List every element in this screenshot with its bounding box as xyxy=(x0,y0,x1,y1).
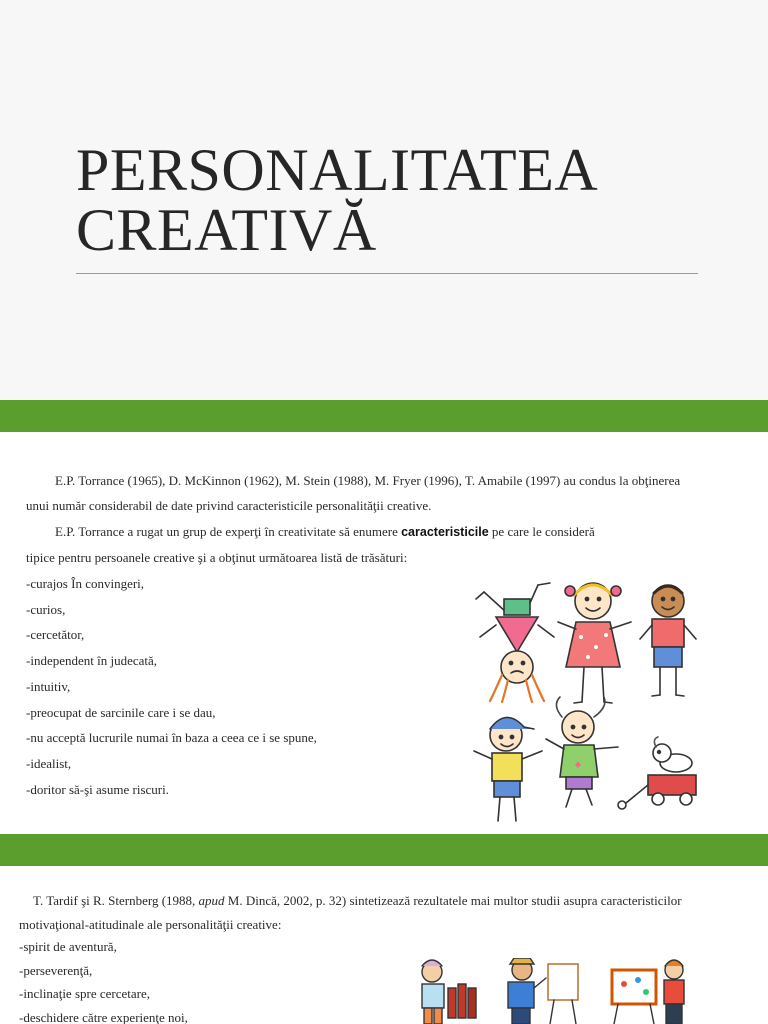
list-item: -independent în judecată, xyxy=(26,653,158,669)
paragraph-text: T. Tardif şi R. Sternberg (1988, xyxy=(33,893,199,908)
paragraph-1-line-2: unui număr considerabil de date privind caracteristicile personalităţii creative. xyxy=(26,498,432,513)
title-line-2: CREATIVĂ xyxy=(76,197,377,263)
child-cap-boy-figure xyxy=(474,717,542,821)
slide-divider-band xyxy=(0,834,768,866)
traits-list xyxy=(26,571,317,802)
children-illustration xyxy=(466,577,706,827)
artist-board-figure xyxy=(612,960,684,1024)
content-slide-torrance xyxy=(0,432,768,834)
child-jumping-girl-figure xyxy=(546,697,618,807)
paragraph-1-line-1: E.P. Torrance (1965), D. McKinnon (1962), M. Stein (1988), M. Fryer (1996), T. Amabile (1997) au condus la obţinerea xyxy=(55,473,681,488)
slide-title xyxy=(76,137,599,263)
painter-figure xyxy=(508,958,578,1024)
child-boy-figure xyxy=(640,585,696,696)
title-underline xyxy=(76,273,698,274)
list-item: -preocupat de sarcinile care i se dau, xyxy=(26,704,216,720)
paragraph-2-line-2: tipice pentru persoanele creative şi a obţinut următoarea listă de trăsături: xyxy=(26,550,408,565)
list-item: -nu acceptă lucrurile numai în baza a ceea ce i se spune, xyxy=(26,730,317,746)
list-item: -idealist, xyxy=(26,755,72,771)
reader-figure xyxy=(422,960,476,1024)
paragraph-2-bold-term: caracteristicile xyxy=(401,525,489,539)
list-item: -intuitiv, xyxy=(26,678,71,694)
list-item: -doritor să-şi asume riscuri. xyxy=(26,781,169,797)
traits-list xyxy=(19,935,188,1024)
content-slide-tardif-sternberg xyxy=(0,866,768,1024)
paragraph-2-line-1 xyxy=(55,519,595,546)
apud-italic: apud xyxy=(198,893,225,908)
list-item: -perseverenţă, xyxy=(19,962,93,978)
child-girl-figure xyxy=(558,583,631,703)
paragraph-2-text-end: pe care le consideră xyxy=(488,524,595,539)
paragraph-text-rest: M. Dincă, 2002, p. 32) sintetizează rezultatele mai multor studii asupra caracteristicilor xyxy=(224,893,682,908)
creative-activities-illustration xyxy=(412,958,702,1024)
list-item: -cercetător, xyxy=(26,627,85,643)
list-item: -spirit de aventură, xyxy=(19,939,117,954)
list-item: -deschidere către experienţe noi, xyxy=(19,1009,188,1024)
paragraph-2-text: E.P. Torrance a rugat un grup de experţi în creativitate să enumere xyxy=(55,524,402,539)
paragraph-line-1 xyxy=(33,888,682,914)
list-item: -curajos În convingeri, xyxy=(26,576,145,591)
child-upside-down-figure xyxy=(476,583,554,702)
paragraph-line-2: motivaţional-atitudinale ale personalităţii creative: xyxy=(19,917,282,932)
title-slide xyxy=(0,0,768,400)
list-item: -inclinaţie spre cercetare, xyxy=(19,986,150,1001)
list-item: -curios, xyxy=(26,601,66,617)
dog-wagon-figure xyxy=(618,737,696,809)
title-line-1: PERSONALITATEA xyxy=(76,137,599,203)
slide-divider-band xyxy=(0,400,768,432)
